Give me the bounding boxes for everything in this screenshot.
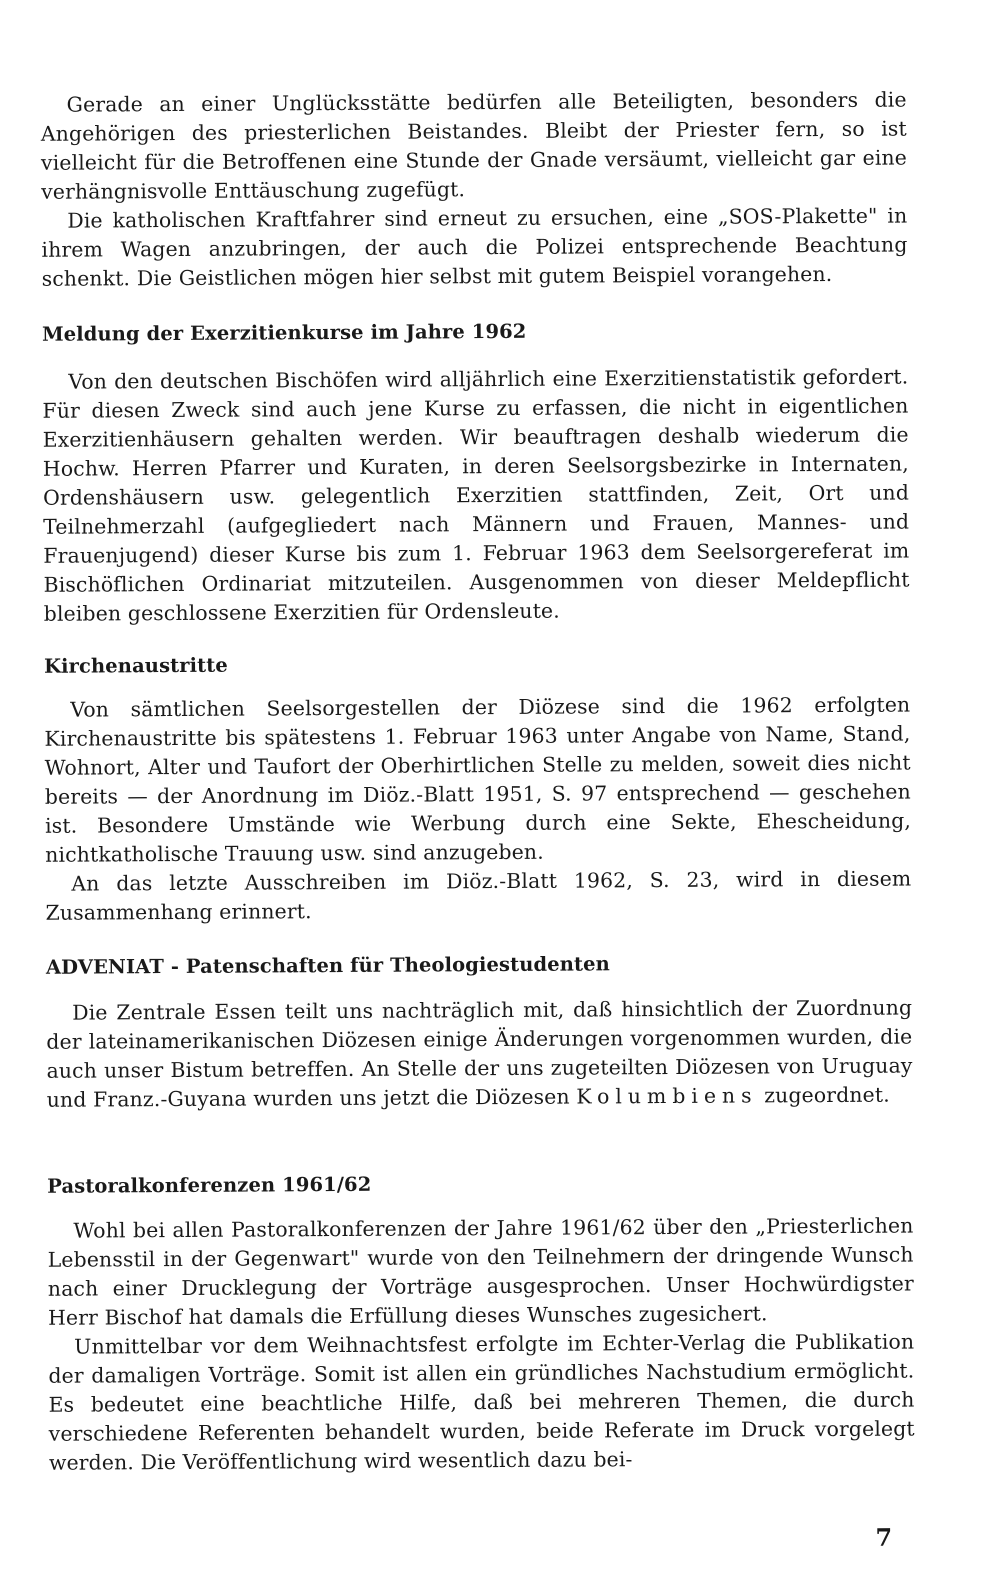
section-heading: ADVENIAT - Patenschaften für Theologiestudenten [45,952,610,979]
section-exerzitienkurse [42,316,908,349]
section-adveniat-body [46,994,913,1115]
intro-paragraph-2: Die katholischen Kraftfahrer sind erneut zu ersuchen, eine „SOS-Plakette" in ihrem Wagen anzubringen, der auch die Polizei entsprechende Beachtung schenkt. Die Geistlichen mögen hier selbst mit gutem Beispiel vorangehen. [41,203,908,291]
section-heading: Meldung der Exerzitienkurse im Jahre 1962 [41,319,527,346]
section-paragraph [46,994,913,1115]
section-pastoralkonferenzen-body [47,1211,915,1477]
section-exerzitienkurse-body [42,363,910,629]
paragraph-text: zugeordnet. [764,1082,890,1108]
section-pastoralkonferenzen [47,1167,913,1200]
paragraph-text: Die Zentrale Essen teilt uns nachträglich mit, daß hinsichtlich der Zuordnung der lateinamerikanischen Diözesen einige Änderungen vorgenommen wurden, die auch unser Bistum betreffen. An Stelle der uns zugeteilten Diözesen von Uruguay und Franz.-Guyana wurden uns jetzt die Diözesen [46,995,913,1112]
section-kirchenaustritte-body [44,691,911,928]
section-heading: Pastoralkonferenzen 1961/62 [47,1172,372,1198]
section-kirchenaustritte [44,648,910,681]
intro-block [41,86,908,294]
section-paragraph: Von den deutschen Bischöfen wird alljährlich eine Exerzitienstatistik gefordert. Für diesen Zweck sind auch jene Kurse zu erfassen, die nicht in eigentlichen Exerzitienhäusern gehalten werden. Wir beauftragen deshalb wiederum die Hochw. Herren Pfarrer und Kuraten, in deren Seelsorgsbezirke in Internaten, Ordenshäusern usw. gelegentlich Exerzitien stattfinden, Zeit, Ort und Teilnehmerzahl (aufgegliedert nach Männern und Frauen, Mannes- und Frauenjugend) dieser Kurse bis zum 1. Februar 1963 dem Seelsorgereferat im Bischöflichen Ordinariat mitzuteilen. Ausgenommen von dieser Meldepflicht bleiben geschlossene Exerzitien für Ordensleute. [42,364,910,626]
section-heading: Kirchenaustritte [43,653,228,678]
section-paragraph: Unmittelbar vor dem Weihnachtsfest erfolgte im Echter-Verlag die Publikation der damaligen Vorträge. Somit ist allen ein gründliches Nachstudium ermöglicht. Es bedeutet eine beachtliche Hilfe, daß bei mehreren Themen, die durch verschiedene Referenten behandelt wurden, beide Referate im Druck vorgelegt werden. Die Veröffentlichung wird wesentlich dazu bei- [48,1329,915,1475]
section-adveniat [46,949,912,982]
intro-paragraph-1: Gerade an einer Unglücksstätte bedürfen alle Beteiligten, besonders die Angehörigen des priesterlichen Beistandes. Bleibt der Priester fern, so ist vielleicht für die Betroffenen eine Stunde der Gnade versäumt, vielleicht gar eine verhängnisvolle Enttäuschung zugefügt. [40,87,908,204]
page-number: 7 [875,1522,893,1552]
section-paragraph: Wohl bei allen Pastoralkonferenzen der Jahre 1961/62 über den „Priesterlichen Lebensstil in der Gegenwart" wurde von den Teilnehmern der dringende Wunsch nach einer Drucklegung der Vorträge ausgesprochen. Unser Hochwürdigster Herr Bischof hat damals die Erfüllung dieses Wunsches zugesichert. [47,1213,914,1330]
section-paragraph: Von sämtlichen Seelsorgestellen der Diözese sind die 1962 erfolgten Kirchenaustritte bis spätestens 1. Februar 1963 unter Angabe von Name, Stand, Wohnort, Alter und Taufort der Oberhirtlichen Stelle zu melden, soweit dies nicht bereits — der Anordnung im Diöz.-Blatt 1951, S. 97 entsprechend — geschehen ist. Besondere Umstände wie Werbung durch eine Sekte, Ehescheidung, nichtkatholische Trauung usw. sind anzugeben. [44,692,912,867]
section-paragraph: An das letzte Ausschreiben im Diöz.-Blatt 1962, S. 23, wird in diesem Zusammenhang erinnert. [45,866,912,925]
emphasized-word: Kolumbiens [576,1083,758,1109]
